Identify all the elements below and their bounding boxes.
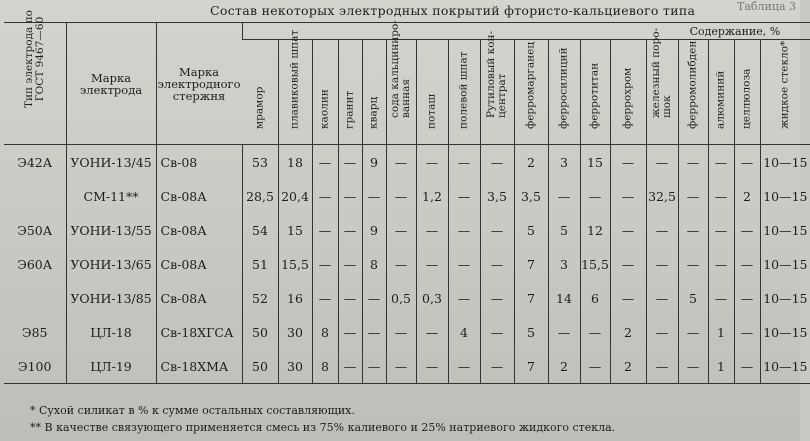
value-cell: —	[708, 247, 734, 281]
value-cell: —	[416, 349, 448, 384]
value-cell: 30	[278, 349, 312, 384]
value-cell: —	[312, 213, 338, 247]
value-cell: —	[678, 213, 708, 247]
table-row	[4, 213, 810, 247]
rod-brand-cell: Св-08А	[156, 179, 242, 213]
value-cell: 2	[514, 145, 548, 180]
value-cell: 7	[514, 281, 548, 315]
value-cell: —	[734, 349, 760, 384]
value-cell: —	[678, 349, 708, 384]
value-cell: 0,5	[386, 281, 416, 315]
value-cell: —	[646, 213, 678, 247]
header-component: плавиковый шпат	[278, 40, 312, 145]
value-cell: —	[448, 145, 480, 180]
value-cell: 9	[362, 145, 386, 180]
value-cell: —	[480, 213, 514, 247]
value-cell: 5	[548, 213, 580, 247]
value-cell: —	[610, 145, 646, 180]
electrode-brand-cell: УОНИ-13/55	[66, 213, 156, 247]
value-cell: —	[708, 145, 734, 180]
value-cell: 54	[242, 213, 278, 247]
value-cell: 2	[610, 349, 646, 384]
value-cell: —	[480, 349, 514, 384]
value-cell: —	[338, 179, 362, 213]
value-cell: —	[448, 247, 480, 281]
value-cell: —	[734, 281, 760, 315]
value-cell: —	[480, 315, 514, 349]
value-cell: —	[362, 179, 386, 213]
value-cell: 28,5	[242, 179, 278, 213]
value-cell: —	[312, 179, 338, 213]
header-component: жидкое стекло*	[760, 40, 810, 145]
value-cell: —	[610, 179, 646, 213]
value-cell: —	[312, 145, 338, 180]
value-cell: —	[416, 145, 448, 180]
value-cell: 3,5	[480, 179, 514, 213]
value-cell: —	[480, 247, 514, 281]
value-cell: 12	[580, 213, 610, 247]
header-component: железный поро-шок	[646, 40, 678, 145]
value-cell: 5	[678, 281, 708, 315]
value-cell: —	[678, 247, 708, 281]
value-cell: —	[646, 145, 678, 180]
value-cell: 10—15	[760, 213, 810, 247]
value-cell: 1	[708, 349, 734, 384]
value-cell: 10—15	[760, 281, 810, 315]
table-row	[4, 349, 810, 384]
electrode-type-cell: Э60А	[17, 256, 53, 272]
header-component: ферромолибден	[678, 40, 708, 145]
value-cell: 53	[242, 145, 278, 180]
value-cell: —	[610, 281, 646, 315]
value-cell: 4	[448, 315, 480, 349]
value-cell: 3	[548, 145, 580, 180]
electrode-type-cell: Э42А	[4, 145, 66, 180]
value-cell: 2	[610, 315, 646, 349]
header-brand: Марка электрода	[66, 23, 156, 145]
value-cell: —	[448, 179, 480, 213]
value-cell: —	[734, 315, 760, 349]
value-cell: 10—15	[760, 247, 810, 281]
value-cell: —	[386, 247, 416, 281]
value-cell: —	[580, 315, 610, 349]
value-cell: 14	[548, 281, 580, 315]
value-cell: —	[448, 281, 480, 315]
rod-brand-cell: Св-18ХМА	[156, 349, 242, 384]
value-cell: 16	[278, 281, 312, 315]
value-cell: 6	[580, 281, 610, 315]
table-row	[4, 179, 810, 213]
value-cell: 10—15	[760, 349, 810, 384]
value-cell: —	[362, 281, 386, 315]
header-component: целлюлоза	[734, 40, 760, 145]
header-component: ферросилиций	[548, 40, 580, 145]
header-component: мрамор	[242, 40, 278, 145]
table-row	[4, 145, 810, 180]
value-cell: —	[580, 349, 610, 384]
electrode-type-cell	[4, 179, 66, 213]
rod-brand-cell: Св-08А	[156, 281, 242, 315]
value-cell: —	[610, 247, 646, 281]
header-component: Рутиловый кон-центрат	[480, 40, 514, 145]
value-cell: —	[448, 349, 480, 384]
value-cell: 8	[312, 349, 338, 384]
header-component: поташ	[416, 40, 448, 145]
value-cell: 15,5	[580, 247, 610, 281]
electrode-brand-cell: УОНИ-13/85	[66, 281, 156, 315]
value-cell: 2	[734, 179, 760, 213]
value-cell: —	[734, 247, 760, 281]
value-cell: —	[580, 179, 610, 213]
table-row	[4, 247, 810, 281]
header-component: полевой шпат	[448, 40, 480, 145]
value-cell: —	[362, 349, 386, 384]
value-cell: —	[338, 247, 362, 281]
value-cell: —	[338, 349, 362, 384]
value-cell: 50	[242, 315, 278, 349]
header-rod: Марка электродного стержня	[156, 23, 242, 145]
value-cell: —	[386, 179, 416, 213]
electrode-type-cell: Э50А	[17, 222, 53, 238]
value-cell: 52	[242, 281, 278, 315]
value-cell: —	[416, 315, 448, 349]
value-cell: 7	[514, 247, 548, 281]
value-cell: 0,3	[416, 281, 448, 315]
value-cell: —	[362, 315, 386, 349]
value-cell: 5	[514, 213, 548, 247]
electrode-brand-cell: ЦЛ-19	[66, 349, 156, 384]
table-row	[4, 281, 810, 315]
value-cell: —	[708, 213, 734, 247]
value-cell: —	[338, 213, 362, 247]
value-cell: —	[416, 213, 448, 247]
value-cell: 15	[580, 145, 610, 180]
table-row	[4, 315, 810, 349]
value-cell: 2	[548, 349, 580, 384]
value-cell: —	[734, 145, 760, 180]
value-cell: 32,5	[646, 179, 678, 213]
value-cell: —	[646, 349, 678, 384]
value-cell: —	[708, 179, 734, 213]
table-title: Состав некоторых электродных покрытий фтористо-кальциевого типа	[210, 3, 696, 18]
header-component: сода кальциниро-ванная	[386, 40, 416, 145]
value-cell: 10—15	[760, 145, 810, 180]
value-cell: —	[386, 315, 416, 349]
header-component: ферромарганец	[514, 40, 548, 145]
header-component: кварц	[362, 40, 386, 145]
value-cell: —	[678, 315, 708, 349]
header-component: гранит	[338, 40, 362, 145]
value-cell: —	[678, 145, 708, 180]
value-cell: —	[338, 315, 362, 349]
value-cell: 9	[362, 213, 386, 247]
header-component: каолин	[312, 40, 338, 145]
value-cell: 30	[278, 315, 312, 349]
value-cell: —	[480, 145, 514, 180]
value-cell: —	[416, 247, 448, 281]
value-cell: 1	[708, 315, 734, 349]
value-cell: 15	[278, 213, 312, 247]
value-cell: —	[480, 281, 514, 315]
value-cell: —	[448, 213, 480, 247]
value-cell: —	[708, 281, 734, 315]
rod-brand-cell: Св-08А	[156, 213, 242, 247]
electrode-brand-cell: УОНИ-13/45	[66, 145, 156, 180]
electrode-type-cell: Э85	[22, 324, 48, 340]
value-cell: —	[338, 281, 362, 315]
value-cell: —	[386, 213, 416, 247]
electrode-brand-cell: СМ-11**	[66, 179, 156, 213]
value-cell: —	[646, 247, 678, 281]
value-cell: —	[646, 315, 678, 349]
value-cell: 5	[514, 315, 548, 349]
value-cell: 15,5	[278, 247, 312, 281]
value-cell: 10—15	[760, 315, 810, 349]
value-cell: 3	[548, 247, 580, 281]
value-cell: 8	[362, 247, 386, 281]
electrode-brand-cell: УОНИ-13/65	[66, 247, 156, 281]
value-cell: —	[548, 315, 580, 349]
value-cell: —	[338, 145, 362, 180]
value-cell: 3,5	[514, 179, 548, 213]
table-number: Таблица 3	[737, 0, 796, 13]
rod-brand-cell: Св-08	[156, 145, 242, 180]
value-cell: —	[386, 349, 416, 384]
value-cell: 18	[278, 145, 312, 180]
value-cell: —	[312, 247, 338, 281]
footnote-2: ** В качестве связующего применяется смесь из 75% калиевого и 25% натриевого жидкого стекла.	[30, 421, 616, 434]
electrode-brand-cell: ЦЛ-18	[66, 315, 156, 349]
value-cell: 20,4	[278, 179, 312, 213]
header-content: Содержание, %	[242, 23, 810, 40]
value-cell: 8	[312, 315, 338, 349]
electrode-type-cell	[4, 281, 66, 315]
rod-brand-cell: Св-18ХГСА	[156, 315, 242, 349]
header-type: Тип электрода по ГОСТ 9467—60	[4, 23, 66, 145]
value-cell: 7	[514, 349, 548, 384]
value-cell: —	[678, 179, 708, 213]
header-component: ферротитан	[580, 40, 610, 145]
value-cell: —	[646, 281, 678, 315]
value-cell: 51	[242, 247, 278, 281]
footnote-1: * Сухой силикат в % к сумме остальных составляющих.	[30, 404, 355, 417]
value-cell: —	[312, 281, 338, 315]
value-cell: —	[610, 213, 646, 247]
electrode-type-cell: Э100	[4, 349, 66, 384]
value-cell: 50	[242, 349, 278, 384]
value-cell: 1,2	[416, 179, 448, 213]
value-cell: 10—15	[760, 179, 810, 213]
header-component: феррохром	[610, 40, 646, 145]
value-cell: —	[548, 179, 580, 213]
value-cell: —	[386, 145, 416, 180]
header-component: алюминий	[708, 40, 734, 145]
rod-brand-cell: Св-08А	[156, 247, 242, 281]
value-cell: —	[734, 213, 760, 247]
